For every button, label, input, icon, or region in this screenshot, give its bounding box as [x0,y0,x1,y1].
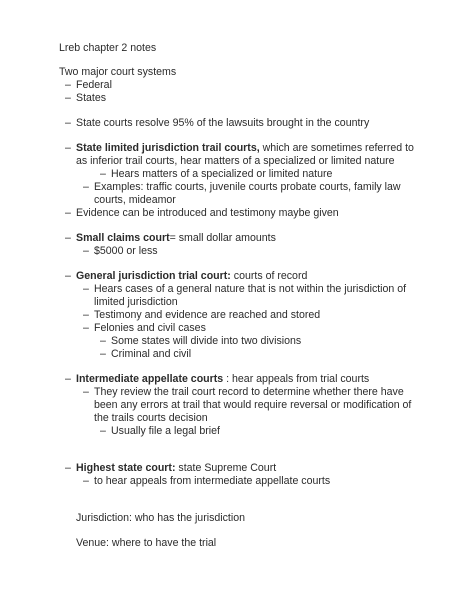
list-item: States [76,92,107,104]
bullet-dash: – [65,232,71,244]
bullet-dash: – [65,270,71,282]
bullet-dash: – [83,386,89,398]
list-item [76,270,307,283]
document-title: Lreb chapter 2 notes [59,42,157,54]
list-item [76,142,414,155]
list-item [76,373,369,386]
list-item-continuation: the trails courts decision [94,412,208,424]
sub-list-item: Felonies and civil cases [94,322,206,334]
bold-term: Intermediate appellate courts [76,373,224,385]
bullet-dash: – [65,92,71,104]
bullet-dash: – [65,373,71,385]
item-text: courts of record [230,270,308,282]
list-item-continuation: courts, mideamor [94,194,176,206]
bullet-dash: – [83,283,89,295]
bullet-dash: – [100,425,106,437]
list-item [76,462,276,475]
sub-list-item: Testimony and evidence are reached and stored [94,309,321,321]
bullet-dash: – [65,207,71,219]
sub-sub-list-item: Criminal and civil [111,348,192,360]
bullet-dash: – [65,79,71,91]
bullet-dash: – [83,245,89,257]
list-item-continuation: been any errors at trail that would require reversal or modification of [94,399,412,411]
bullet-dash: – [65,462,71,474]
item-text: which are sometimes referred to [259,142,414,154]
bold-term: State limited jurisdiction trail courts, [76,142,260,154]
bullet-dash: – [83,309,89,321]
bullet-dash: – [100,168,106,180]
definition-jurisdiction: Jurisdiction: who has the jurisdiction [76,512,245,524]
bold-term: Highest state court: [76,462,176,474]
list-item: Evidence can be introduced and testimony maybe given [76,207,339,219]
item-text: state Supreme Court [175,462,277,474]
sub-list-item: Hears matters of a specialized or limited nature [111,168,333,180]
sub-list-item: $5000 or less [94,245,158,257]
bullet-dash: – [83,181,89,193]
bullet-dash: – [83,322,89,334]
bold-term: Small claims court [76,232,170,244]
sub-list-item: They review the trail court record to determine whether there have [94,386,404,398]
list-item-continuation: limited jurisdiction [94,296,178,308]
bullet-dash: – [100,348,106,360]
bullet-dash: – [83,475,89,487]
item-text: = small dollar amounts [169,232,276,244]
list-item: Federal [76,79,112,91]
sub-sub-list-item: Some states will divide into two divisions [111,335,302,347]
list-item-continuation: as inferior trail courts, hear matters of a specialized or limited nature [76,155,395,167]
sub-sub-list-item: Usually file a legal brief [111,425,220,437]
section-heading: Two major court systems [59,66,177,78]
item-text: : hear appeals from trial courts [223,373,370,385]
list-item: State courts resolve 95% of the lawsuits brought in the country [76,117,370,129]
sub-list-item: to hear appeals from intermediate appellate courts [94,475,331,487]
sub-list-item: Hears cases of a general nature that is not within the jurisdiction of [94,283,407,295]
bullet-dash: – [65,117,71,129]
sub-list-item: Examples: traffic courts, juvenile courts probate courts, family law [94,181,401,193]
bullet-dash: – [65,142,71,154]
bullet-dash: – [100,335,106,347]
list-item [76,232,276,245]
bold-term: General jurisdiction trial court: [76,270,231,282]
definition-venue: Venue: where to have the trial [76,537,217,549]
